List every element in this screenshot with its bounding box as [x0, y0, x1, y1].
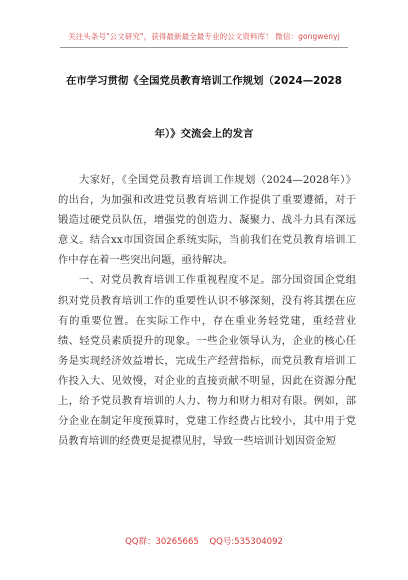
document-title-line-2: 年）》交流会上的发言 [154, 128, 254, 140]
document-body [58, 170, 356, 451]
header-divider [60, 47, 348, 48]
document-title-line-1: 在市学习贯彻《全国党员教育培训工作规划（2024—2028 [65, 75, 343, 87]
footer-qq-number: QQ号:535304092 [209, 537, 283, 547]
paragraph: 一、对党员教育培训工作重视程度不足。部分国资国企党组织对党员教育培训工作的重要性认识不够深刻，没有将其摆在应有的重要位置。在实际工作中，存在重业务轻党建，重经营业绩、轻党员素质提升的现象。一些企业领导认为，企业的核心任务是实现经济效益增长，完成生产经营指标，而党员教育培训工作投入大、见效慢，对企业的直接贡献不明显，因此在资源分配上，给予党员教育培训的人力、物力和财力相对有限。例如，部分企业在制定年度预算时，党建工作经费占比较小，其中用于党员教育培训的经费更是捉襟见肘，导致一些培训计划因资金短 [58, 274, 356, 448]
footer-qq-group: QQ群：30265665 [125, 537, 199, 547]
footer [0, 535, 408, 547]
header-notice: 关注头条号"公文研究"，获得最新最全最专业的公文资料库！ 微信：gongwenyj [68, 32, 340, 41]
paragraph: 大家好，《全国党员教育培训工作规划（2024—2028年）》的出台，为加强和改进党员教育培训工作提供了重要遵循，对于锻造过硬党员队伍，增强党的创造力、凝聚力、战斗力具有深远意义。结合xx市国资国企系统实际，当前我们在党员教育培训工作中存在着一些突出问题，亟待解决。 [58, 174, 356, 267]
